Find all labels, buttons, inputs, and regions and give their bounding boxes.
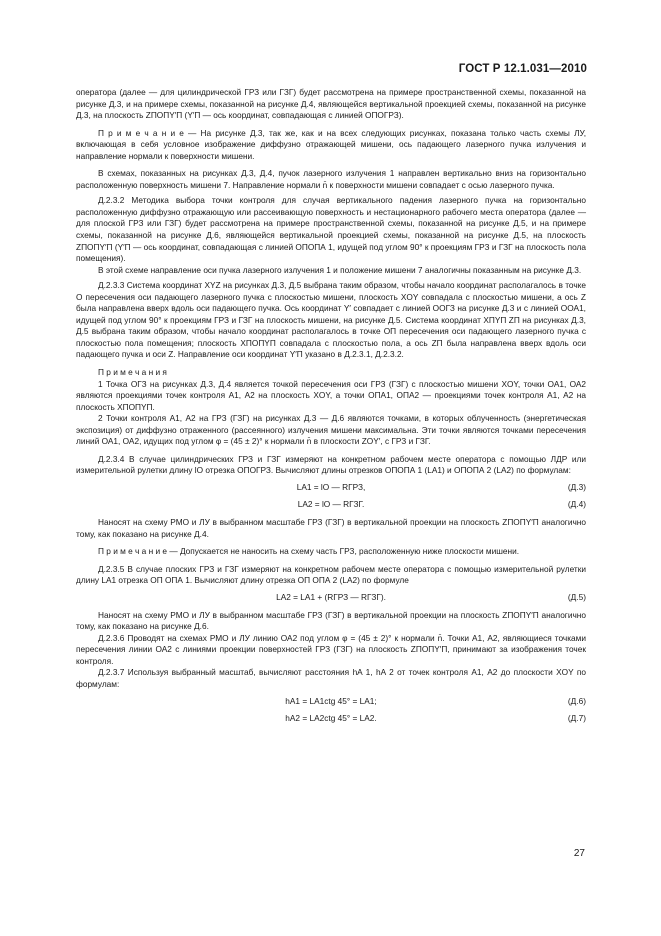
notes-heading: П р и м е ч а н и я: [98, 367, 167, 378]
formula-d5: [76, 592, 586, 604]
formula-number: (Д.3): [567, 481, 586, 492]
formula-expression: hA1 = LA1ctg 45° = LA1;: [285, 695, 377, 706]
note-paragraph: П р и м е ч а н и е — На рисунке Д.3, так же, как и на всех следующих рисунках, показана только часть схемы ЛУ, включающая в себя условное изображение диффузно отражающей мишени, ось падающего лазерного пучка излучения и направление нормали к поверхности мишени.: [76, 127, 586, 161]
note-2: 2 Точки контроля А1, А2 на ГРЗ (ГЗГ) на рисунках Д.3 — Д.6 являются точками, в которых облученность (энергетическая экспозиция) от диффузно отраженного (рассеянного) излучения мишени максимальна. Эти точки являются точками пересечения линий ОА1, ОА2, идущих под углом φ = (45 ± 2)° к нормали n̄ в плоскости ZOY′, с ГРЗ и ГЗГ.: [76, 413, 586, 447]
formula-number: (Д.6): [567, 695, 586, 706]
formula-d6: [76, 696, 586, 708]
formula-number: (Д.5): [567, 591, 586, 602]
formula-d7: [76, 713, 586, 725]
clause-d2-3-5: Д.2.3.5 В случае плоских ГРЗ и ГЗГ измеряют на конкретном рабочем месте оператора с помощью измерительной рулетки длину LA1 отрезка ОП ОПА 1. Вычисляют длину отрезка ОП ОПА 2 (LA2) по формуле: [76, 563, 586, 586]
formula-d3: [76, 482, 586, 494]
clause-d2-3-2: Д.2.3.2 Методика выбора точки контроля для случая вертикального падения лазерного пучка на горизонтально расположенную диффузно отражающую или рассеивающую поверхность и нестационарного рабочего места оператора (далее — для плоской ГРЗ или ГЗГ) будет рассмотрена на примере пространственной схемы, показанной на рисунке Д.5, и на примере схемы, показанной на рисунке Д.6, являющейся вертикальной проекцией схемы, показанной на рисунке Д.5, на плоскость ZПОПY′П (Y′П — ось координат, совпадающая с линией ОПОПА 1, идущей под углом 90° к проекциям ГРЗ и ГЗГ на плоскость пола помещения).: [76, 195, 586, 264]
formula-number: (Д.7): [567, 712, 586, 723]
formula-d4: [76, 499, 586, 511]
clause-d2-3-3: Д.2.3.3 Система координат XYZ на рисунках Д.3, Д.5 выбрана таким образом, чтобы начало координат располагалось в точке О пересечения оси падающего лазерного пучка с плоскостью мишени, плоскость XOY совпадала с плоскостью мишени, а ось Z была направлена вверх вдоль оси падающего пучка. Ось координат Y′ совпадает с линией ООГЗ на рисунке Д.3 и с линией ООА1, идущей под углом 90° к проекциям ГРЗ и ГЗГ на плоскость мишени, на рисунке Д.5. Система координат XПYП ZП на рисунках Д.3, Д.5 выбрана таким образом, чтобы начало координат располагалось в точке ОП пересечения оси падающего лазерного пучка с плоскостью пола помещения; плоскость XПОПYП совпадала с плоскостью пола, а ось ZП была направлена вверх вдоль оси падающего пучка и оси Z. Направление оси координат Y′П указано в Д.2.3.1, Д.2.3.2.: [76, 280, 586, 360]
formula-expression: LA1 = lО — RГРЗ,: [296, 481, 366, 492]
clause-d2-3-6: Д.2.3.6 Проводят на схемах РМО и ЛУ линию ОА2 под углом φ = (45 ± 2)° к нормали n̄. Точки А1, А2, являющиеся точками пересечения линии ОА2 с линиями проекции поверхностей ГРЗ (ГЗГ) на плоскость ZПОПY′П, принимают за изображения точек контроля.: [76, 632, 586, 666]
document-body: [76, 87, 586, 730]
paragraph: В схемах, показанных на рисунках Д.3, Д.4, пучок лазерного излучения 1 направлен вертикально вниз на горизонтально расположенную поверхность мишени 7. Направление нормали n̄ к поверхности мишени совпадает с осью лазерного пучка.: [76, 168, 586, 190]
formula-expression: LA2 = lО — RГЗГ.: [297, 498, 365, 509]
paragraph: Наносят на схему РМО и ЛУ в выбранном масштабе ГРЗ (ГЗГ) в вертикальной проекции на плоскость ZПОПY′П аналогично тому, как показано на рисунке Д.6.: [76, 609, 586, 632]
page-number: 27: [573, 848, 585, 859]
formula-expression: LA2 = LA1 + (RГРЗ — RГЗГ).: [276, 591, 386, 602]
paragraph: Наносят на схему РМО и ЛУ в выбранном масштабе ГРЗ (ГЗГ) в вертикальной проекции на плоскость ZПОПY′П аналогично тому, как показано на рисунке Д.4.: [76, 516, 586, 539]
note-paragraph: П р и м е ч а н и е — Допускается не наносить на схему часть ГРЗ, расположенную ниже плоскости мишени.: [98, 546, 520, 557]
note-1: 1 Точка ОГЗ на рисунках Д.3, Д.4 является точкой пересечения оси ГРЗ (ГЗГ) с плоскостью мишени XOY, точки ОА1, ОА2 являются проекциями точек контроля А1, А2 на плоскость XOY, а точки ОПА1, ОПА2 — проекциями точек контроля А1, А2 на плоскость XПОПYП.: [76, 378, 586, 412]
paragraph: оператора (далее — для цилиндрической ГРЗ или ГЗГ) будет рассмотрена на примере пространственной схемы, показанной на рисунке Д.3, и на примере схемы, показанной на рисунке Д.4, являющейся вертикальной проекцией схемы, показанной на рисунке Д.3, на плоскость ZПОПY′П (Y′П — ось координат, совпадающая с линией ОПОГРЗ).: [76, 87, 586, 121]
paragraph: В этой схеме направление оси пучка лазерного излучения 1 и положение мишени 7 аналогичны показанным на рисунке Д.3.: [98, 264, 582, 275]
clause-d2-3-4: Д.2.3.4 В случае цилиндрических ГРЗ и ГЗГ измеряют на конкретном рабочем месте оператора с помощью ЛДР или измерительной рулетки длину lО отрезка ОПОГРЗ. Вычисляют длины отрезков ОПОПА 1 (LA1) и ОПОПА 2 (LA2) по формулам:: [76, 453, 586, 476]
formula-number: (Д.4): [567, 498, 586, 509]
standard-header: ГОСТ Р 12.1.031—2010: [458, 63, 587, 75]
formula-expression: hA2 = LA2ctg 45° = LA2.: [285, 712, 377, 723]
clause-d2-3-7: Д.2.3.7 Используя выбранный масштаб, вычисляют расстояния hA 1, hA 2 от точек контроля А1, А2 до плоскости XOY по формулам:: [76, 667, 586, 689]
